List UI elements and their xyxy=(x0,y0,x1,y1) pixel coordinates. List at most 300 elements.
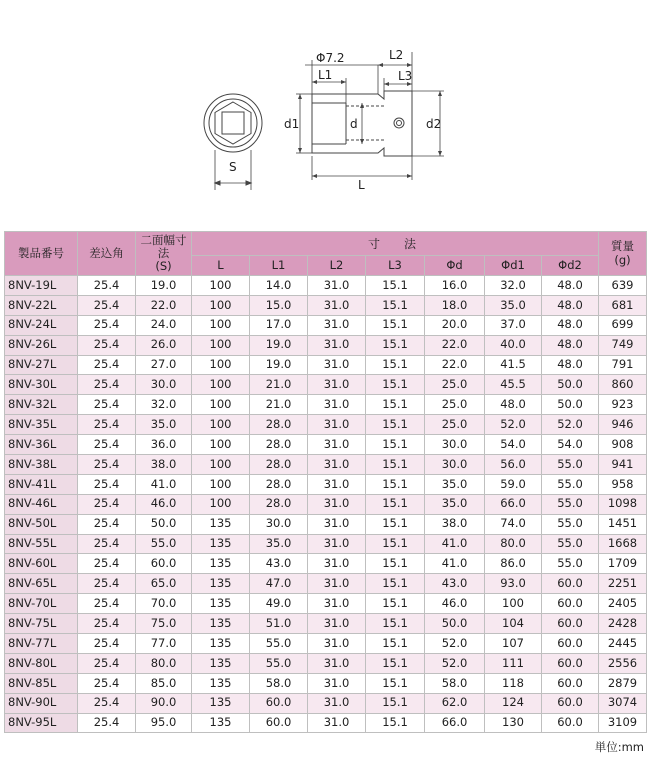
table-row xyxy=(5,315,647,335)
header-l: L xyxy=(192,256,250,276)
cell-phi-d2: 60.0 xyxy=(542,713,599,733)
cell-drive: 25.4 xyxy=(78,554,136,574)
cell-phi-d1: 37.0 xyxy=(485,315,542,335)
cell-l1: 19.0 xyxy=(250,335,308,355)
cell-width-across: 19.0 xyxy=(136,276,192,296)
label-d2: d2 xyxy=(426,117,442,131)
cell-phi-d: 58.0 xyxy=(425,673,485,693)
cell-l1: 21.0 xyxy=(250,395,308,415)
cell-l: 100 xyxy=(192,295,250,315)
cell-width-across: 27.0 xyxy=(136,355,192,375)
cell-phi-d2: 50.0 xyxy=(542,375,599,395)
cell-l2: 31.0 xyxy=(308,713,366,733)
cell-l1: 28.0 xyxy=(250,474,308,494)
cell-width-across: 70.0 xyxy=(136,594,192,614)
cell-l3: 15.1 xyxy=(366,355,425,375)
cell-l: 135 xyxy=(192,614,250,634)
cell-l1: 58.0 xyxy=(250,673,308,693)
cell-width-across: 46.0 xyxy=(136,494,192,514)
header-dimensions: 寸 法 xyxy=(192,232,599,256)
table-row xyxy=(5,534,647,554)
cell-phi-d2: 60.0 xyxy=(542,634,599,654)
cell-phi-d2: 48.0 xyxy=(542,276,599,296)
cell-drive: 25.4 xyxy=(78,534,136,554)
cell-phi-d2: 60.0 xyxy=(542,693,599,713)
cell-l: 100 xyxy=(192,494,250,514)
cell-drive: 25.4 xyxy=(78,435,136,455)
cell-mass: 639 xyxy=(599,276,647,296)
cell-l3: 15.1 xyxy=(366,415,425,435)
cell-mass: 3074 xyxy=(599,693,647,713)
cell-phi-d2: 54.0 xyxy=(542,435,599,455)
cell-mass: 1451 xyxy=(599,514,647,534)
cell-phi-d2: 55.0 xyxy=(542,455,599,475)
cell-drive: 25.4 xyxy=(78,614,136,634)
cell-phi-d: 52.0 xyxy=(425,634,485,654)
label-phi72: Φ7.2 xyxy=(316,51,345,65)
cell-l2: 31.0 xyxy=(308,415,366,435)
header-drive: 差込角 xyxy=(78,232,136,276)
cell-l: 100 xyxy=(192,375,250,395)
header-width-across-top: 二面幅寸法 xyxy=(140,232,187,260)
cell-width-across: 32.0 xyxy=(136,395,192,415)
cell-part-no: 8NV-35L xyxy=(5,415,78,435)
cell-l: 135 xyxy=(192,634,250,654)
cell-l2: 31.0 xyxy=(308,355,366,375)
cell-width-across: 38.0 xyxy=(136,455,192,475)
cell-mass: 2556 xyxy=(599,653,647,673)
cell-phi-d: 35.0 xyxy=(425,494,485,514)
cell-l3: 15.1 xyxy=(366,554,425,574)
cell-phi-d: 25.0 xyxy=(425,395,485,415)
cell-phi-d1: 52.0 xyxy=(485,415,542,435)
table-row xyxy=(5,574,647,594)
cell-mass: 2445 xyxy=(599,634,647,654)
cell-width-across: 24.0 xyxy=(136,315,192,335)
cell-l2: 31.0 xyxy=(308,276,366,296)
cell-l2: 31.0 xyxy=(308,673,366,693)
cell-l2: 31.0 xyxy=(308,295,366,315)
cell-mass: 860 xyxy=(599,375,647,395)
cell-l3: 15.1 xyxy=(366,534,425,554)
cell-part-no: 8NV-38L xyxy=(5,455,78,475)
header-phi-d2: Φd2 xyxy=(542,256,599,276)
label-d1: d1 xyxy=(284,117,300,131)
label-d: d xyxy=(350,117,358,131)
cell-l: 100 xyxy=(192,395,250,415)
cell-l3: 15.1 xyxy=(366,474,425,494)
cell-l3: 15.1 xyxy=(366,693,425,713)
header-phi-d: Φd xyxy=(425,256,485,276)
cell-width-across: 22.0 xyxy=(136,295,192,315)
cell-part-no: 8NV-30L xyxy=(5,375,78,395)
cell-phi-d1: 86.0 xyxy=(485,554,542,574)
cell-l: 100 xyxy=(192,335,250,355)
cell-drive: 25.4 xyxy=(78,455,136,475)
cell-phi-d1: 59.0 xyxy=(485,474,542,494)
cell-mass: 1098 xyxy=(599,494,647,514)
cell-l1: 28.0 xyxy=(250,455,308,475)
cell-width-across: 80.0 xyxy=(136,653,192,673)
cell-l1: 51.0 xyxy=(250,614,308,634)
cell-mass: 958 xyxy=(599,474,647,494)
cell-l2: 31.0 xyxy=(308,653,366,673)
cell-l: 100 xyxy=(192,455,250,475)
cell-drive: 25.4 xyxy=(78,315,136,335)
cell-width-across: 95.0 xyxy=(136,713,192,733)
cell-l2: 31.0 xyxy=(308,315,366,335)
cell-l1: 55.0 xyxy=(250,634,308,654)
cell-phi-d1: 41.5 xyxy=(485,355,542,375)
cell-phi-d: 66.0 xyxy=(425,713,485,733)
cell-width-across: 77.0 xyxy=(136,634,192,654)
cell-phi-d1: 104 xyxy=(485,614,542,634)
cell-phi-d2: 55.0 xyxy=(542,474,599,494)
cell-width-across: 26.0 xyxy=(136,335,192,355)
cell-phi-d2: 48.0 xyxy=(542,315,599,335)
cell-mass: 2879 xyxy=(599,673,647,693)
cell-part-no: 8NV-85L xyxy=(5,673,78,693)
table-row xyxy=(5,455,647,475)
cell-phi-d1: 35.0 xyxy=(485,295,542,315)
cell-width-across: 60.0 xyxy=(136,554,192,574)
cell-phi-d1: 107 xyxy=(485,634,542,654)
cell-part-no: 8NV-26L xyxy=(5,335,78,355)
cell-drive: 25.4 xyxy=(78,574,136,594)
cell-part-no: 8NV-65L xyxy=(5,574,78,594)
table-row xyxy=(5,435,647,455)
cell-part-no: 8NV-90L xyxy=(5,693,78,713)
cell-l2: 31.0 xyxy=(308,634,366,654)
table-row xyxy=(5,713,647,733)
cell-phi-d: 52.0 xyxy=(425,653,485,673)
cell-l3: 15.1 xyxy=(366,455,425,475)
cell-drive: 25.4 xyxy=(78,375,136,395)
cell-phi-d2: 48.0 xyxy=(542,295,599,315)
cell-phi-d2: 55.0 xyxy=(542,554,599,574)
cell-phi-d: 30.0 xyxy=(425,435,485,455)
cell-phi-d1: 56.0 xyxy=(485,455,542,475)
header-mass xyxy=(599,232,647,276)
cell-phi-d1: 45.5 xyxy=(485,375,542,395)
cell-width-across: 50.0 xyxy=(136,514,192,534)
cell-l1: 28.0 xyxy=(250,435,308,455)
cell-part-no: 8NV-32L xyxy=(5,395,78,415)
header-phi-d1: Φd1 xyxy=(485,256,542,276)
cell-phi-d: 20.0 xyxy=(425,315,485,335)
cell-phi-d1: 74.0 xyxy=(485,514,542,534)
cell-phi-d1: 100 xyxy=(485,594,542,614)
cell-l2: 31.0 xyxy=(308,435,366,455)
cell-part-no: 8NV-41L xyxy=(5,474,78,494)
cell-drive: 25.4 xyxy=(78,355,136,375)
table-row xyxy=(5,276,647,296)
cell-l: 100 xyxy=(192,474,250,494)
cell-l: 135 xyxy=(192,594,250,614)
cell-l3: 15.1 xyxy=(366,673,425,693)
cell-phi-d1: 111 xyxy=(485,653,542,673)
cell-phi-d: 22.0 xyxy=(425,335,485,355)
cell-mass: 2428 xyxy=(599,614,647,634)
spec-table-body xyxy=(5,276,647,733)
cell-phi-d: 50.0 xyxy=(425,614,485,634)
cell-l3: 15.1 xyxy=(366,494,425,514)
cell-l3: 15.1 xyxy=(366,335,425,355)
table-row xyxy=(5,693,647,713)
cell-mass: 699 xyxy=(599,315,647,335)
cell-part-no: 8NV-55L xyxy=(5,534,78,554)
label-s: S xyxy=(229,160,237,174)
cell-mass: 1668 xyxy=(599,534,647,554)
cell-l: 135 xyxy=(192,534,250,554)
cell-phi-d: 35.0 xyxy=(425,474,485,494)
table-row xyxy=(5,295,647,315)
cell-phi-d2: 55.0 xyxy=(542,534,599,554)
table-row xyxy=(5,415,647,435)
cell-drive: 25.4 xyxy=(78,494,136,514)
cell-l2: 31.0 xyxy=(308,554,366,574)
cell-l: 100 xyxy=(192,355,250,375)
cell-l3: 15.1 xyxy=(366,276,425,296)
header-width-across xyxy=(136,232,192,276)
cell-width-across: 90.0 xyxy=(136,693,192,713)
header-l3: L3 xyxy=(366,256,425,276)
cell-l2: 31.0 xyxy=(308,395,366,415)
cell-l1: 28.0 xyxy=(250,415,308,435)
cell-l3: 15.1 xyxy=(366,594,425,614)
cell-phi-d: 43.0 xyxy=(425,574,485,594)
cell-part-no: 8NV-27L xyxy=(5,355,78,375)
cell-mass: 681 xyxy=(599,295,647,315)
header-l2: L2 xyxy=(308,256,366,276)
cell-l: 100 xyxy=(192,315,250,335)
cell-phi-d: 41.0 xyxy=(425,554,485,574)
cell-l3: 15.1 xyxy=(366,713,425,733)
table-row xyxy=(5,494,647,514)
cell-l: 135 xyxy=(192,554,250,574)
cell-width-across: 41.0 xyxy=(136,474,192,494)
cell-width-across: 65.0 xyxy=(136,574,192,594)
cell-phi-d1: 118 xyxy=(485,673,542,693)
cell-drive: 25.4 xyxy=(78,335,136,355)
cell-phi-d: 41.0 xyxy=(425,534,485,554)
cell-mass: 1709 xyxy=(599,554,647,574)
cell-phi-d1: 66.0 xyxy=(485,494,542,514)
cell-drive: 25.4 xyxy=(78,415,136,435)
cell-l: 135 xyxy=(192,514,250,534)
cell-width-across: 85.0 xyxy=(136,673,192,693)
cell-part-no: 8NV-70L xyxy=(5,594,78,614)
cell-l2: 31.0 xyxy=(308,693,366,713)
table-row xyxy=(5,514,647,534)
table-row xyxy=(5,554,647,574)
table-row xyxy=(5,673,647,693)
cell-phi-d2: 60.0 xyxy=(542,574,599,594)
label-l3: L3 xyxy=(398,69,413,83)
table-row xyxy=(5,614,647,634)
cell-part-no: 8NV-46L xyxy=(5,494,78,514)
cell-l1: 21.0 xyxy=(250,375,308,395)
cell-phi-d: 46.0 xyxy=(425,594,485,614)
cell-l3: 15.1 xyxy=(366,514,425,534)
cell-l3: 15.1 xyxy=(366,375,425,395)
cell-l1: 19.0 xyxy=(250,355,308,375)
cell-phi-d1: 54.0 xyxy=(485,435,542,455)
cell-l1: 15.0 xyxy=(250,295,308,315)
cell-phi-d1: 48.0 xyxy=(485,395,542,415)
table-row xyxy=(5,335,647,355)
table-row xyxy=(5,375,647,395)
table-row xyxy=(5,355,647,375)
cell-phi-d2: 60.0 xyxy=(542,673,599,693)
cell-drive: 25.4 xyxy=(78,514,136,534)
cell-l: 135 xyxy=(192,713,250,733)
cell-l: 100 xyxy=(192,435,250,455)
label-l2: L2 xyxy=(389,48,404,62)
cell-drive: 25.4 xyxy=(78,395,136,415)
cell-drive: 25.4 xyxy=(78,653,136,673)
cell-part-no: 8NV-95L xyxy=(5,713,78,733)
cell-phi-d2: 52.0 xyxy=(542,415,599,435)
cell-l1: 60.0 xyxy=(250,713,308,733)
cell-l1: 55.0 xyxy=(250,653,308,673)
unit-note: 単位:mm xyxy=(594,740,644,754)
cell-l3: 15.1 xyxy=(366,634,425,654)
cell-drive: 25.4 xyxy=(78,594,136,614)
cell-l2: 31.0 xyxy=(308,494,366,514)
socket-dimension-diagram xyxy=(0,0,650,215)
cell-l3: 15.1 xyxy=(366,315,425,335)
cell-l2: 31.0 xyxy=(308,375,366,395)
cell-phi-d2: 55.0 xyxy=(542,514,599,534)
cell-phi-d2: 60.0 xyxy=(542,594,599,614)
cell-width-across: 55.0 xyxy=(136,534,192,554)
table-row xyxy=(5,395,647,415)
cell-mass: 749 xyxy=(599,335,647,355)
cell-l3: 15.1 xyxy=(366,574,425,594)
cell-l1: 30.0 xyxy=(250,514,308,534)
table-row xyxy=(5,594,647,614)
cell-l1: 35.0 xyxy=(250,534,308,554)
cell-phi-d: 25.0 xyxy=(425,375,485,395)
cell-phi-d: 62.0 xyxy=(425,693,485,713)
cell-part-no: 8NV-19L xyxy=(5,276,78,296)
cell-part-no: 8NV-77L xyxy=(5,634,78,654)
cell-l2: 31.0 xyxy=(308,614,366,634)
table-row xyxy=(5,474,647,494)
cell-drive: 25.4 xyxy=(78,276,136,296)
cell-mass: 908 xyxy=(599,435,647,455)
cell-phi-d1: 80.0 xyxy=(485,534,542,554)
cell-l3: 15.1 xyxy=(366,395,425,415)
cell-phi-d: 16.0 xyxy=(425,276,485,296)
cell-width-across: 36.0 xyxy=(136,435,192,455)
cell-l: 100 xyxy=(192,415,250,435)
cell-phi-d2: 48.0 xyxy=(542,355,599,375)
cell-l1: 60.0 xyxy=(250,693,308,713)
cell-l2: 31.0 xyxy=(308,514,366,534)
cell-phi-d1: 40.0 xyxy=(485,335,542,355)
cell-l2: 31.0 xyxy=(308,574,366,594)
cell-l2: 31.0 xyxy=(308,474,366,494)
socket-end-view xyxy=(204,94,262,190)
cell-part-no: 8NV-50L xyxy=(5,514,78,534)
header-l1: L1 xyxy=(250,256,308,276)
cell-l: 100 xyxy=(192,276,250,296)
cell-l1: 28.0 xyxy=(250,494,308,514)
cell-phi-d2: 50.0 xyxy=(542,395,599,415)
cell-phi-d: 22.0 xyxy=(425,355,485,375)
cell-mass: 3109 xyxy=(599,713,647,733)
cell-l1: 17.0 xyxy=(250,315,308,335)
cell-drive: 25.4 xyxy=(78,474,136,494)
cell-l3: 15.1 xyxy=(366,653,425,673)
cell-mass: 941 xyxy=(599,455,647,475)
cell-mass: 923 xyxy=(599,395,647,415)
cell-phi-d1: 130 xyxy=(485,713,542,733)
cell-drive: 25.4 xyxy=(78,673,136,693)
cell-phi-d2: 55.0 xyxy=(542,494,599,514)
cell-l2: 31.0 xyxy=(308,594,366,614)
cell-l1: 14.0 xyxy=(250,276,308,296)
cell-l: 135 xyxy=(192,673,250,693)
cell-drive: 25.4 xyxy=(78,713,136,733)
cell-drive: 25.4 xyxy=(78,634,136,654)
cell-l2: 31.0 xyxy=(308,455,366,475)
spec-table xyxy=(4,231,647,733)
cell-phi-d2: 60.0 xyxy=(542,653,599,673)
cell-l: 135 xyxy=(192,653,250,673)
table-row xyxy=(5,653,647,673)
cell-l2: 31.0 xyxy=(308,534,366,554)
cell-mass: 946 xyxy=(599,415,647,435)
cell-width-across: 30.0 xyxy=(136,375,192,395)
header-part-no: 製品番号 xyxy=(5,232,78,276)
cell-mass: 2405 xyxy=(599,594,647,614)
cell-phi-d: 25.0 xyxy=(425,415,485,435)
cell-phi-d1: 32.0 xyxy=(485,276,542,296)
cell-part-no: 8NV-80L xyxy=(5,653,78,673)
cell-part-no: 8NV-22L xyxy=(5,295,78,315)
cell-phi-d: 38.0 xyxy=(425,514,485,534)
cell-l: 135 xyxy=(192,693,250,713)
cell-l1: 47.0 xyxy=(250,574,308,594)
cell-phi-d1: 124 xyxy=(485,693,542,713)
cell-phi-d: 18.0 xyxy=(425,295,485,315)
cell-l1: 43.0 xyxy=(250,554,308,574)
cell-l: 135 xyxy=(192,574,250,594)
cell-part-no: 8NV-24L xyxy=(5,315,78,335)
cell-drive: 25.4 xyxy=(78,295,136,315)
cell-width-across: 35.0 xyxy=(136,415,192,435)
cell-phi-d2: 48.0 xyxy=(542,335,599,355)
cell-l3: 15.1 xyxy=(366,435,425,455)
cell-phi-d: 30.0 xyxy=(425,455,485,475)
cell-phi-d2: 60.0 xyxy=(542,614,599,634)
label-l: L xyxy=(358,178,365,192)
cell-width-across: 75.0 xyxy=(136,614,192,634)
cell-l1: 49.0 xyxy=(250,594,308,614)
cell-part-no: 8NV-60L xyxy=(5,554,78,574)
header-mass-bottom: (g) xyxy=(614,252,631,267)
cell-mass: 791 xyxy=(599,355,647,375)
cell-phi-d1: 93.0 xyxy=(485,574,542,594)
cell-l2: 31.0 xyxy=(308,335,366,355)
cell-drive: 25.4 xyxy=(78,693,136,713)
cell-l3: 15.1 xyxy=(366,614,425,634)
cell-part-no: 8NV-36L xyxy=(5,435,78,455)
header-width-across-bottom: (S) xyxy=(155,259,172,274)
